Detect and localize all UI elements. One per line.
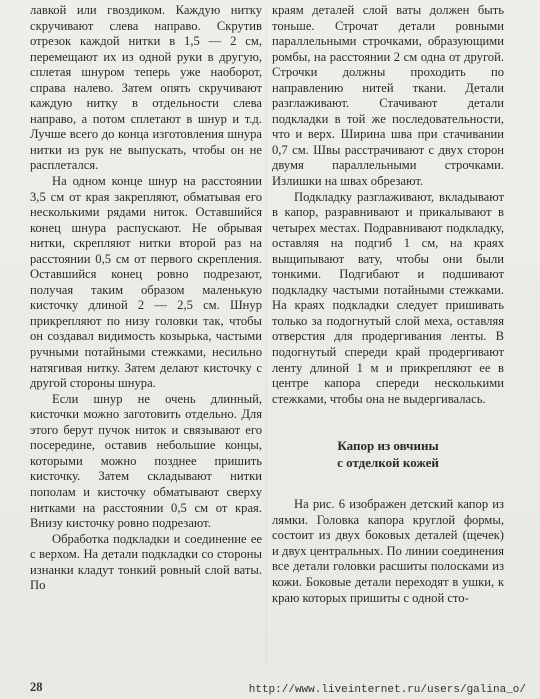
paragraph: лавкой или гвоздиком. Каждую нитку скручивают слева направо. Скрутив отрезок каждой нитки в 1,5 — 2 см, перемещают их из одной руки в другую, сплетая шнуром теперь уже наоборот, справа налево. Затем опять скручивают каждую нитку в отдельности слева направо, а потом сплетают в шнур и т.д. Лучше всего до конца изготовления шнура нитки из рук не выпускать, чтобы он не расплетался. (30, 3, 262, 173)
column-gutter (266, 8, 267, 668)
section-heading (272, 437, 504, 471)
paragraph: Подкладку разглаживают, вкладывают в капор, разравнивают и прикалывают в четырех местах. Подравнивают подкладку, оставляя на подгиб 1 см, на краях выщипывают вату, чтобы они были тонкими. Подгибают и подшивают подкладку частыми потайными стежками. На краях подкладки следует пришивать только за подогнутый слой меха, оставляя отверстия для продергивания ленты. В подогнутый спереди край продергивают ленту длиной 1 м и прикрепляют ее в центре капора спереди несколькими стежками, чтобы она не выдергивалась. (272, 189, 504, 406)
section-heading-line-2: с отделкой кожей (337, 455, 439, 471)
paragraph: Обработка подкладки и соединение ее с верхом. На детали подкладки со стороны изнанки кладут тонкий ровный слой ваты. По (30, 531, 262, 593)
right-column (272, 3, 504, 606)
section-heading-line-1: Капор из овчины (337, 438, 439, 454)
page-number: 28 (30, 680, 43, 694)
paragraph: На одном конце шнур на расстоянии 3,5 см от края закрепляют, обматывая его несколькими рядами ниток. Оставшийся конец шнура распускают. Не обрывая нитки, скрепляют нитки второй раз на расстоянии 0,5 см от первого скрепления. Оставшийся конец ровно подрезают, получая таким образом маленькую кисточку длиной 2 — 2,5 см. Шнур прикрепляют по низу головки так, чтобы он создавал видимость козырька, частыми ручными потайными стежками, несильно натягивая нитку. Затем делают кисточку с другой стороны шнура. (30, 174, 262, 391)
source-url[interactable]: http://www.liveinternet.ru/users/galina_o/ (248, 684, 526, 696)
paragraph: На рис. 6 изображен детский капор из лямки. Головка капора круглой формы, состоит из двух боковых деталей (щечек) и двух центральных. По линии соединения все детали головки расшиты полосками из кожи. Боковые детали переходят в ушки, к краю которых пришиты с одной сто- (272, 497, 504, 605)
paragraph: краям деталей слой ваты должен быть тоньше. Строчат детали ровными параллельными строчками, образующими ромбы, на расстоянии 2 см одна от другой. Строчки должны проходить по направлению нитей ткани. Детали разглаживают. Стачивают детали подкладки в той же последовательности, что и верх. Ширина шва при стачивании 0,7 см. Швы расстрачивают с двух сторон двумя параллельными строчками. Излишки на швах обрезают. (272, 3, 504, 189)
paragraph: Если шнур не очень длинный, кисточки можно заготовить отдельно. Для этого берут пучок ниток и связывают его посередине, оставив небольшие концы, которыми можно позднее пришить кисточку. Затем складывают нитки пополам и кисточку обматывают сверху нитками на расстоянии 0,5 см от края. Внизу кисточку ровно подрезают. (30, 391, 262, 531)
left-column (30, 3, 262, 594)
